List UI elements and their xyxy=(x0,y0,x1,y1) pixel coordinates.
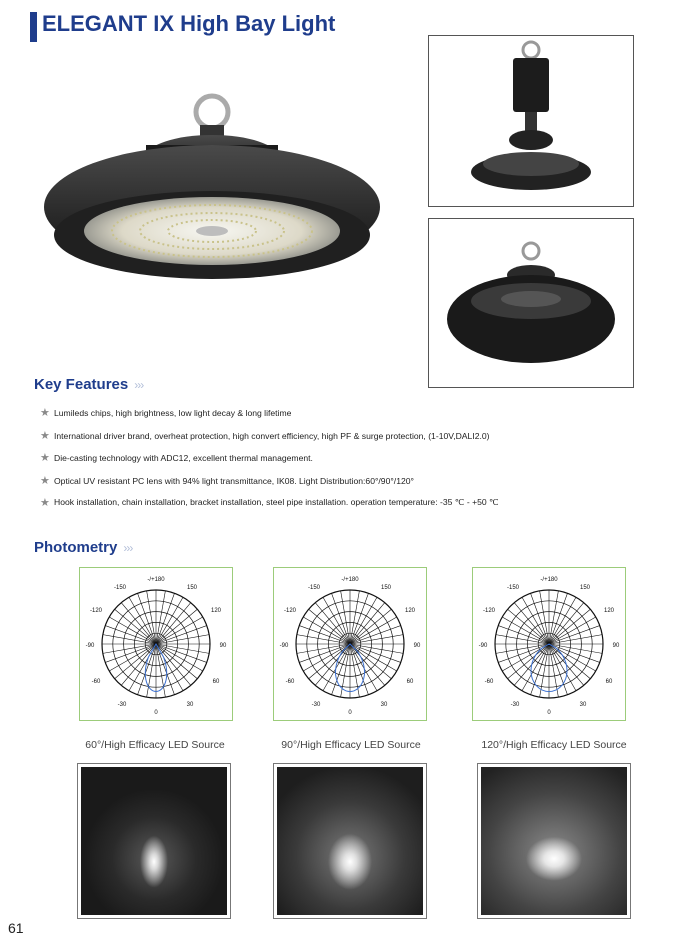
feature-item-text: Hook installation, chain installation, bracket installation, steel pipe installation. operation temperature: -35 ℃ - +50 ℃ xyxy=(54,497,499,507)
polar-angle-label: -/+180 xyxy=(341,577,359,583)
chevron-right-icon: ››› xyxy=(123,541,133,555)
polar-chart-60 xyxy=(79,567,233,721)
polar-angle-label: -90 xyxy=(279,643,289,649)
polar-angle-label: -60 xyxy=(91,679,101,685)
polar-angle-label: 90 xyxy=(413,643,421,649)
polar-angle-label: -120 xyxy=(482,608,496,614)
title-accent-bar xyxy=(30,12,37,42)
product-hero-image xyxy=(40,85,400,355)
feature-item xyxy=(40,474,414,487)
polar-chart-90 xyxy=(273,567,427,721)
polar-angle-label: 60 xyxy=(212,679,220,685)
polar-angle-label: -120 xyxy=(283,608,297,614)
polar-angle-label: -30 xyxy=(510,702,520,708)
product-side-image-1 xyxy=(428,35,634,207)
beam-image-90 xyxy=(273,763,427,919)
polar-angle-label: -30 xyxy=(117,702,127,708)
polar-angle-label: -90 xyxy=(478,643,488,649)
polar-angle-label: 60 xyxy=(605,679,613,685)
star-icon: ★ xyxy=(40,407,50,419)
key-features-heading-text: Key Features xyxy=(34,376,129,393)
polar-angle-label: -30 xyxy=(311,702,321,708)
photometry-caption-90: 90°/High Efficacy LED Source xyxy=(281,739,421,751)
polar-angle-label: 60 xyxy=(406,679,414,685)
polar-angle-label: 0 xyxy=(547,710,551,716)
polar-angle-label: 30 xyxy=(380,702,388,708)
polar-angle-label: -150 xyxy=(506,585,520,591)
photometry-heading-text: Photometry xyxy=(34,539,118,556)
polar-angle-label: 90 xyxy=(612,643,620,649)
polar-angle-label: -90 xyxy=(85,643,95,649)
polar-angle-label: -60 xyxy=(285,679,295,685)
feature-item-text: Die-casting technology with ADC12, excellent thermal management. xyxy=(54,452,313,463)
star-icon: ★ xyxy=(40,475,50,487)
polar-angle-label: 120 xyxy=(603,608,615,614)
polar-angle-label: -150 xyxy=(307,585,321,591)
polar-chart-120 xyxy=(472,567,626,721)
polar-angle-label: 120 xyxy=(210,608,222,614)
polar-angle-label: 90 xyxy=(219,643,227,649)
feature-item xyxy=(40,406,291,419)
polar-angle-label: 0 xyxy=(154,710,158,716)
star-icon: ★ xyxy=(40,430,50,442)
polar-angle-label: 150 xyxy=(186,585,198,591)
polar-angle-label: 30 xyxy=(186,702,194,708)
polar-angle-label: 30 xyxy=(579,702,587,708)
page-title: ELEGANT IX High Bay Light xyxy=(42,11,336,36)
feature-item-text: International driver brand, overheat protection, high convert efficiency, high PF & surge protection, (1-10V,DALI2.0) xyxy=(54,430,490,441)
polar-angle-label: -/+180 xyxy=(147,577,165,583)
feature-item xyxy=(40,429,490,442)
polar-angle-label: 150 xyxy=(579,585,591,591)
beam-image-60 xyxy=(77,763,231,919)
key-features-heading xyxy=(34,376,143,393)
photometry-caption-120: 120°/High Efficacy LED Source xyxy=(481,739,627,751)
polar-angle-label: 120 xyxy=(404,608,416,614)
feature-item xyxy=(40,451,313,464)
feature-item xyxy=(40,496,499,509)
star-icon: ★ xyxy=(40,452,50,464)
polar-angle-label: -120 xyxy=(89,608,103,614)
feature-item-text: Optical UV resistant PC lens with 94% light transmittance, IK08. Light Distribution:60°/90°/120° xyxy=(54,475,414,486)
polar-angle-label: 150 xyxy=(380,585,392,591)
chevron-right-icon: ››› xyxy=(134,378,144,392)
photometry-caption-60: 60°/High Efficacy LED Source xyxy=(85,739,225,751)
photometry-heading xyxy=(34,539,132,556)
product-side-image-2 xyxy=(428,218,634,388)
page-number: 61 xyxy=(8,920,24,936)
polar-angle-label: -60 xyxy=(484,679,494,685)
polar-angle-label: -150 xyxy=(113,585,127,591)
star-icon: ★ xyxy=(40,497,50,509)
polar-angle-label: 0 xyxy=(348,710,352,716)
beam-image-120 xyxy=(477,763,631,919)
feature-item-text: Lumileds chips, high brightness, low light decay & long lifetime xyxy=(54,407,292,418)
polar-angle-label: -/+180 xyxy=(540,577,558,583)
